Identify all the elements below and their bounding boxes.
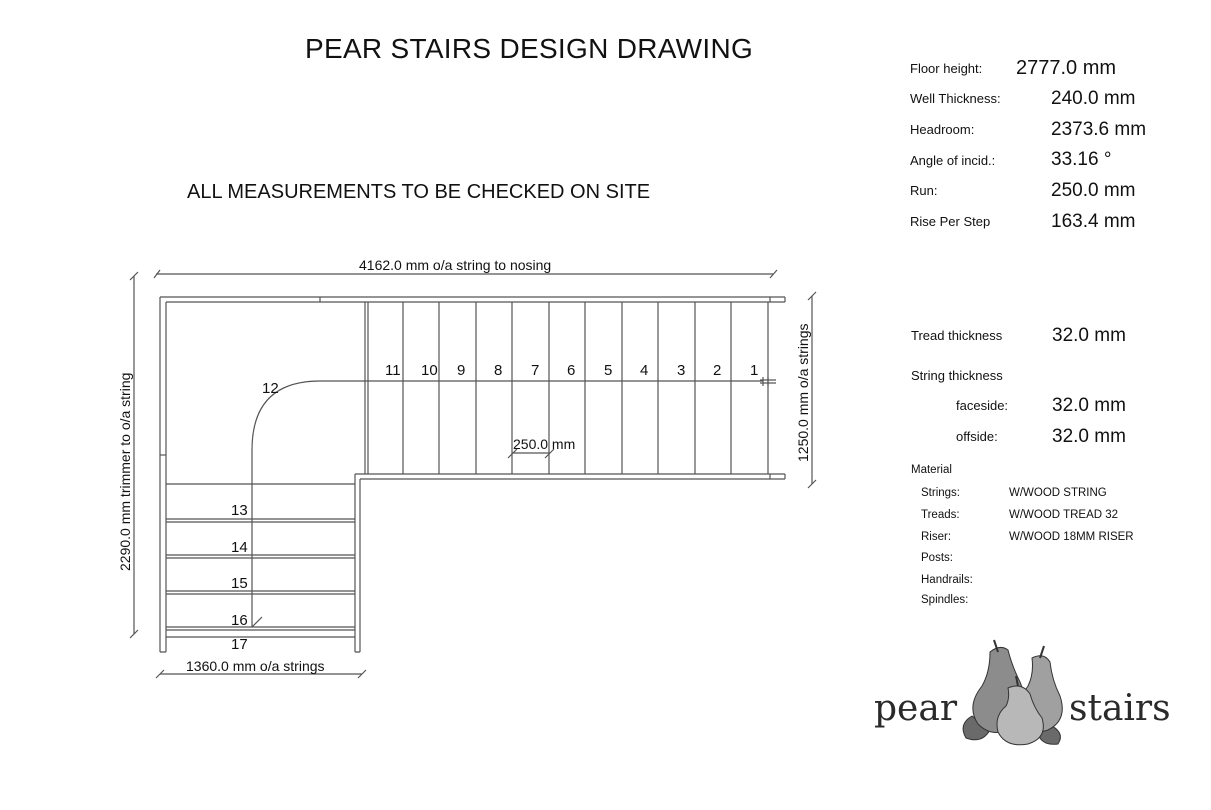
rise-value: 163.4 mm xyxy=(1051,211,1136,232)
faceside-label: faceside: xyxy=(956,398,1009,413)
step-number: 11 xyxy=(385,362,401,379)
faceside-value: 32.0 mm xyxy=(1052,395,1126,416)
drawing-title: PEAR STAIRS DESIGN DRAWING xyxy=(305,33,754,64)
material-row-label: Spindles: xyxy=(921,594,969,606)
material-row-label: Posts: xyxy=(921,552,953,564)
headroom-label: Headroom: xyxy=(910,122,975,137)
lower-flight-treads xyxy=(166,484,355,637)
step-number: 9 xyxy=(457,362,466,379)
right-dimension-label: 1250.0 mm o/a strings xyxy=(795,323,811,462)
step-number: 3 xyxy=(677,362,686,379)
step-number: 7 xyxy=(531,362,540,379)
step-number: 1 xyxy=(750,362,759,379)
well-thickness-value: 240.0 mm xyxy=(1051,88,1136,109)
walk-line-start xyxy=(760,377,776,386)
angle-value: 33.16 ° xyxy=(1051,149,1112,170)
step-number: 5 xyxy=(604,362,613,379)
run-value: 250.0 mm xyxy=(1051,180,1136,201)
rise-label: Rise Per Step xyxy=(910,214,991,229)
material-row-label: Riser: xyxy=(921,531,952,543)
tread-thickness-value: 32.0 mm xyxy=(1052,325,1126,346)
offside-label: offside: xyxy=(956,429,998,444)
step-number: 14 xyxy=(231,539,248,556)
headroom-value: 2373.6 mm xyxy=(1051,119,1147,140)
pear-fruit-icon xyxy=(950,636,1080,748)
material-row-label: Treads: xyxy=(921,509,960,521)
offside-value: 32.0 mm xyxy=(1052,426,1126,447)
angle-label: Angle of incid.: xyxy=(910,153,996,168)
step-number: 15 xyxy=(231,575,248,592)
step-number: 13 xyxy=(231,502,248,519)
step-number: 10 xyxy=(421,362,438,379)
top-dimension-label: 4162.0 mm o/a string to nosing xyxy=(359,257,552,273)
step-number: 17 xyxy=(231,636,248,653)
material-row-value: W/WOOD TREAD 32 xyxy=(1009,509,1119,521)
material-row-value: W/WOOD STRING xyxy=(1009,487,1107,499)
pear-stairs-logo xyxy=(870,636,1171,748)
material-row-label: Strings: xyxy=(921,487,960,499)
string-thickness-label: String thickness xyxy=(911,368,1003,383)
step-number: 6 xyxy=(567,362,576,379)
floor-height-value: 2777.0 mm xyxy=(1016,57,1117,79)
tread-thickness-label: Tread thickness xyxy=(911,328,1003,343)
material-row-label: Handrails: xyxy=(921,574,973,586)
run-dimension-label: 250.0 mm xyxy=(513,436,576,452)
bottom-dimension-label: 1360.0 mm o/a strings xyxy=(186,658,325,674)
step-number: 12 xyxy=(262,380,279,397)
walk-line-end xyxy=(252,617,262,627)
floor-height-label: Floor height: xyxy=(910,61,983,76)
step-number: 4 xyxy=(640,362,649,379)
logo-word-left: pear xyxy=(874,688,958,729)
material-heading: Material xyxy=(911,464,952,476)
run-label: Run: xyxy=(910,183,938,198)
left-dimension-label: 2290.0 mm trimmer to o/a string xyxy=(117,372,133,571)
site-check-notice: ALL MEASUREMENTS TO BE CHECKED ON SITE xyxy=(187,181,651,203)
walk-line xyxy=(252,381,763,627)
material-row-value: W/WOOD 18MM RISER xyxy=(1009,531,1134,543)
step-number: 16 xyxy=(231,612,248,629)
well-thickness-label: Well Thickness: xyxy=(910,91,1001,106)
end-post xyxy=(770,474,785,479)
end-post xyxy=(770,297,785,302)
logo-word-right: stairs xyxy=(1069,688,1171,729)
step-number: 2 xyxy=(713,362,722,379)
step-number: 8 xyxy=(494,362,503,379)
